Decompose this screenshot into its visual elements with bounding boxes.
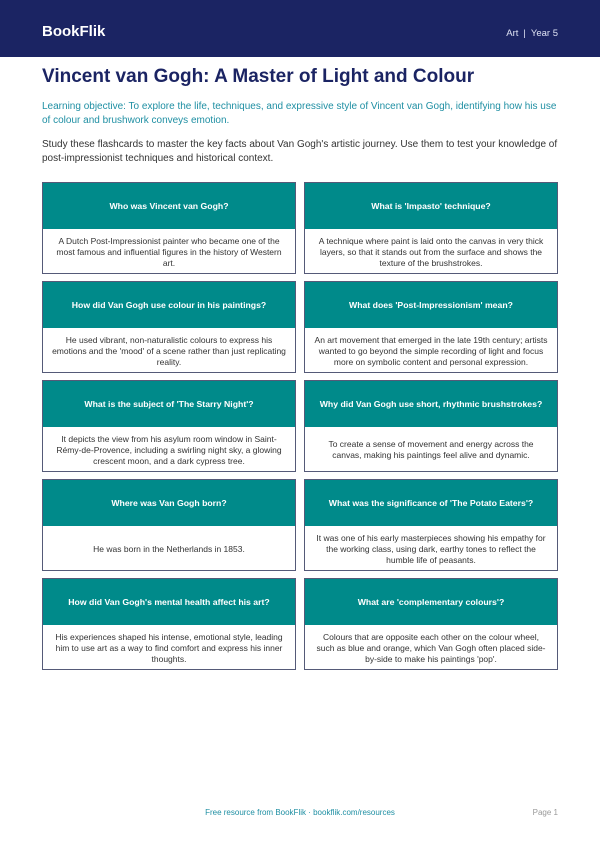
flashcard-question: Why did Van Gogh use short, rhythmic brushstrokes? xyxy=(305,381,557,427)
flashcard-question: What are 'complementary colours'? xyxy=(305,579,557,625)
page-title: Vincent van Gogh: A Master of Light and Colour xyxy=(42,66,475,87)
flashcard-answer: A technique where paint is laid onto the canvas in very thick layers, so that it stands out from the surface and shows the texture of the brushstrokes. xyxy=(318,235,544,268)
flashcard[interactable] xyxy=(304,182,558,274)
flashcard[interactable] xyxy=(42,182,296,274)
flashcard-grid xyxy=(42,182,558,670)
flashcard-answer: A Dutch Post-Impressionist painter who became one of the most famous and influential figures in the history of Western art. xyxy=(56,235,282,268)
flashcard-answer: It depicts the view from his asylum room window in Saint-Rémy-de-Provence, including a swirling night sky, a glowing crescent moon, and a dark cypress tree. xyxy=(56,433,282,466)
flashcard-question: What does 'Post-Impressionism' mean? xyxy=(305,282,557,328)
flashcard[interactable] xyxy=(42,281,296,373)
brand-logo[interactable]: BookFlik xyxy=(42,23,106,40)
page-number: Page 1 xyxy=(532,808,558,817)
flashcard-answer: Colours that are opposite each other on the colour wheel, such as blue and orange, which Van Gogh often placed side-by-side to make his paintings 'pop'. xyxy=(316,631,546,664)
flashcard-question: What is the subject of 'The Starry Night'? xyxy=(43,381,295,427)
meta-separator: | xyxy=(523,28,526,39)
flashcard-answer: To create a sense of movement and energy across the canvas, making his paintings feel alive and dynamic. xyxy=(328,439,534,460)
footer-resource-link[interactable]: Free resource from BookFlik · bookflik.com/resources xyxy=(205,808,395,817)
intro-text: Study these flashcards to master the key facts about Van Gogh's artistic journey. Use them to test your knowledge of post-impressionist techniques and historical context. xyxy=(42,139,558,164)
flashcard[interactable] xyxy=(304,578,558,670)
flashcard-question: What is 'Impasto' technique? xyxy=(305,183,557,229)
flashcard-question: How did Van Gogh use colour in his paintings? xyxy=(43,282,295,328)
flashcard[interactable] xyxy=(304,281,558,373)
flashcard-question: What was the significance of 'The Potato Eaters'? xyxy=(305,480,557,526)
subject-label: Art xyxy=(506,28,519,39)
flashcard[interactable] xyxy=(42,578,296,670)
flashcard-answer: He used vibrant, non-naturalistic colours to express his emotions and the 'mood' of a scene rather than just replicating reality. xyxy=(52,334,286,367)
year-label: Year 5 xyxy=(530,28,558,39)
flashcard-answer: An art movement that emerged in the late 19th century; artists wanted to go beyond the simple recording of light and focus more on symbolic content and personal expression. xyxy=(314,334,548,367)
header-meta xyxy=(506,28,558,39)
flashcard-question: Who was Vincent van Gogh? xyxy=(43,183,295,229)
flashcard-answer: His experiences shaped his intense, emotional style, leading him to use art as a way to find comfort and express his inner thoughts. xyxy=(55,631,283,664)
flashcard[interactable] xyxy=(42,380,296,472)
flashcard-question: How did Van Gogh's mental health affect his art? xyxy=(43,579,295,625)
learning-objective: Learning objective: To explore the life, techniques, and expressive style of Vincent van Gogh, identifying how his use of colour and brushwork conveys emotion. xyxy=(42,101,557,126)
flashcard[interactable] xyxy=(304,380,558,472)
flashcard-answer: He was born in the Netherlands in 1853. xyxy=(93,543,245,554)
flashcard-question: Where was Van Gogh born? xyxy=(43,480,295,526)
flashcard-answer: It was one of his early masterpieces showing his empathy for the working class, using dark, earthy tones to reflect the humble life of peasants. xyxy=(316,532,546,565)
flashcard[interactable] xyxy=(42,479,296,571)
flashcard[interactable] xyxy=(304,479,558,571)
top-header-bar xyxy=(0,0,600,57)
